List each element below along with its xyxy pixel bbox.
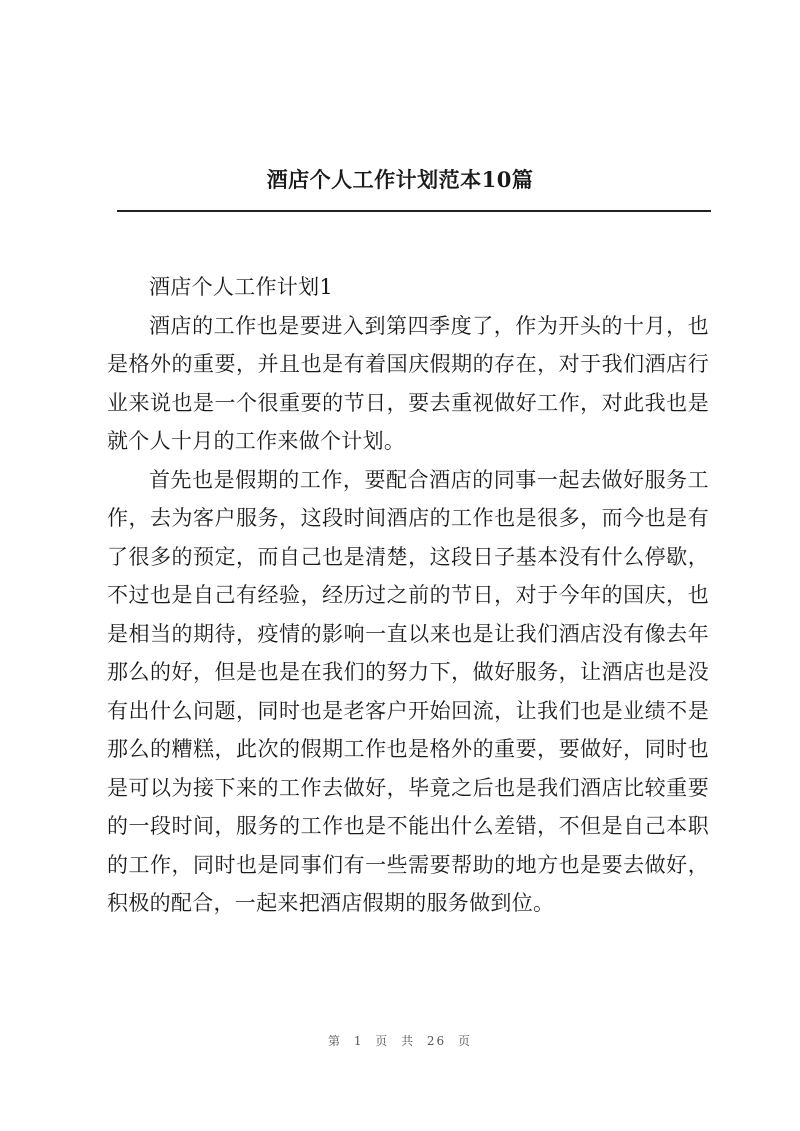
page-number-footer: 第 1 页 共 26 页 bbox=[328, 1034, 472, 1048]
title-divider bbox=[117, 210, 711, 212]
section-heading: 酒店个人工作计划1 bbox=[149, 275, 334, 299]
document-body bbox=[107, 268, 709, 923]
paragraph-1: 酒店的工作也是要进入到第四季度了，作为开头的十月，也是格外的重要，并且也是有着国庆假期的存在，对于我们酒店行业来说也是一个很重要的节日，要去重视做好工作，对此我也是就个人十月的工作来做个计划。 bbox=[107, 313, 709, 453]
document-title: 酒店个人工作计划范本10篇 bbox=[266, 167, 534, 192]
paragraph-2: 首先也是假期的工作，要配合酒店的同事一起去做好服务工作，去为客户服务，这段时间酒店的工作也是很多，而今也是有了很多的预定，而自己也是清楚，这段日子基本没有什么停歇，不过也是自己有经验，经历过之前的节日，对于今年的国庆，也是相当的期待，疫情的影响一直以来也是让我们酒店没有像去年那么的好，但是也是在我们的努力下，做好服务，让酒店也是没有出什么问题，同时也是老客户开始回流，让我们也是业绩不是那么的糟糕，此次的假期工作也是格外的重要，要做好，同时也是可以为接下来的工作去做好，毕竟之后也是我们酒店比较重要的一段时间，服务的工作也是不能出什么差错，不但是自己本职的工作，同时也是同事们有一些需要帮助的地方也是要去做好，积极的配合，一起来把酒店假期的服务做到位。 bbox=[107, 467, 709, 915]
